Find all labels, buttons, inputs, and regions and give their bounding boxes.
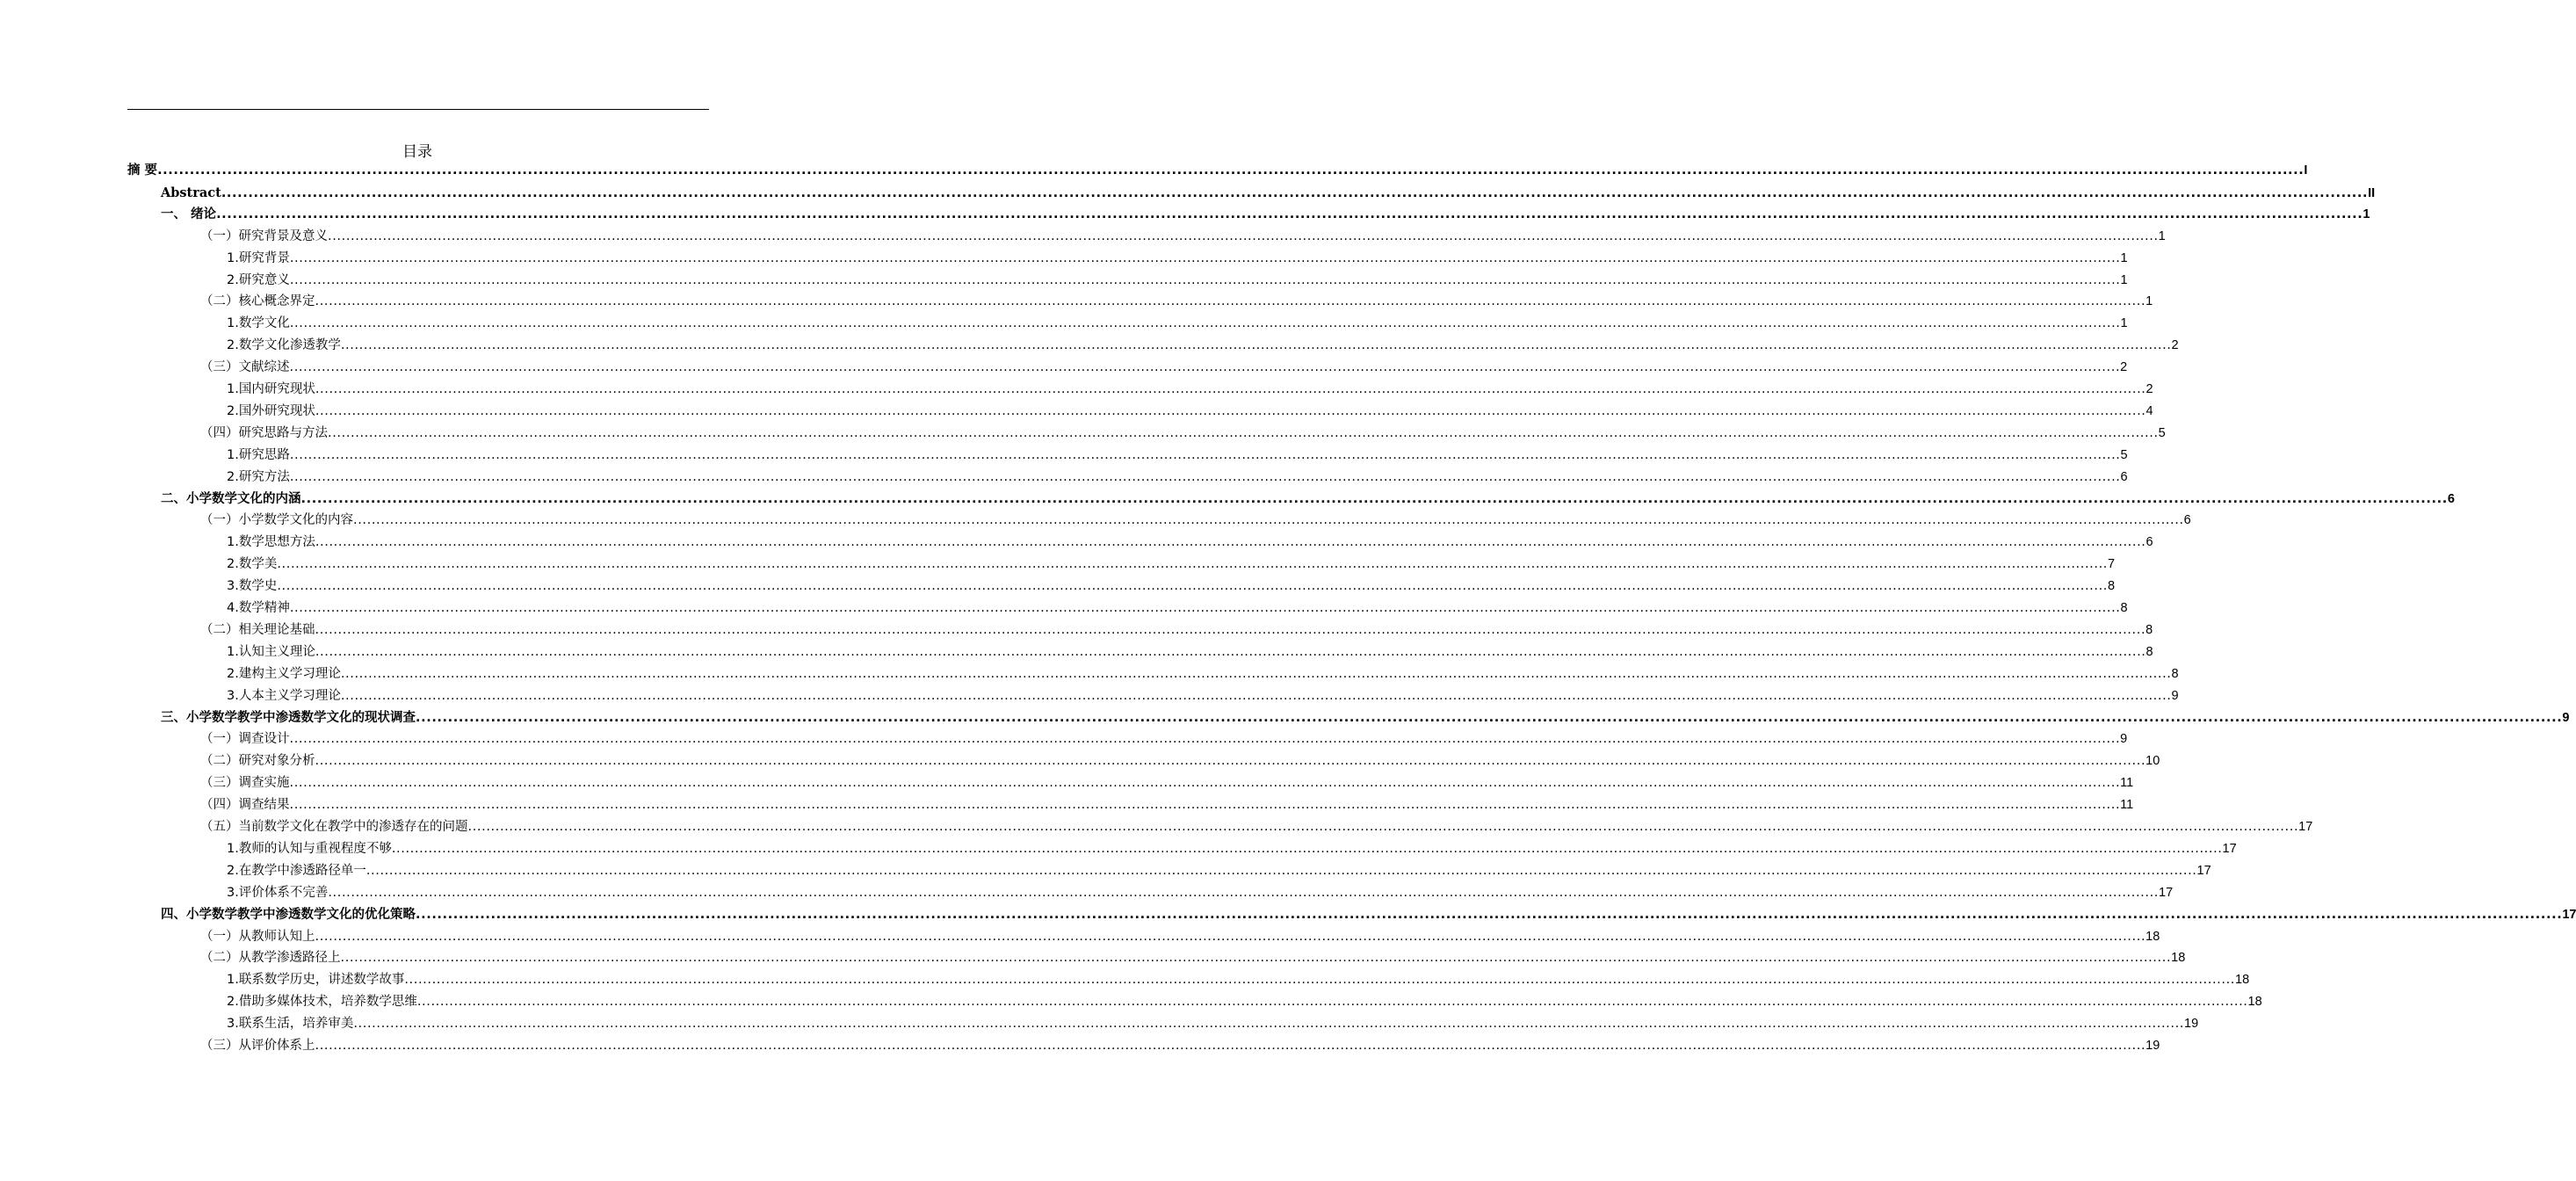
toc-entry-label: 2.数学文化渗透教学 — [227, 338, 341, 353]
toc-entry-label: 4.数学精神 — [227, 601, 290, 615]
toc-entry[interactable] — [161, 707, 2570, 729]
toc-leader-dots: ................................................................................................................................................................................................................................................................................................................................................................................................................ — [315, 535, 2146, 550]
toc-leader-dots: ................................................................................................................................................................................................................................................................................................................................................................................................................ — [315, 754, 2146, 769]
toc-leader-dots: ................................................................................................................................................................................................................................................................................................................................................................................................................ — [416, 710, 2563, 725]
toc-entry-page: 9 — [2171, 688, 2179, 703]
toc-entry-page: 18 — [2145, 929, 2160, 944]
toc-entry-label: 3.数学史 — [227, 579, 278, 594]
toc-entry-page: 5 — [2120, 447, 2128, 462]
toc-entry-page: 9 — [2562, 710, 2570, 725]
toc-entry-label: 1.研究思路 — [227, 447, 290, 462]
toc-entry[interactable] — [200, 357, 2128, 379]
toc-entry[interactable] — [227, 838, 2237, 860]
toc-leader-dots: ................................................................................................................................................................................................................................................................................................................................................................................................................ — [289, 601, 2121, 615]
toc-entry-label: 1.研究背景 — [227, 250, 290, 265]
toc-leader-dots: ................................................................................................................................................................................................................................................................................................................................................................................................................ — [340, 338, 2172, 353]
toc-leader-dots: ................................................................................................................................................................................................................................................................................................................................................................................................................ — [340, 688, 2172, 703]
toc-entry[interactable] — [227, 445, 2128, 467]
toc-entry[interactable] — [227, 685, 2179, 707]
toc-entry-label: （二）相关理论基础 — [200, 622, 315, 637]
toc-entry-page: 18 — [2235, 973, 2250, 988]
toc-leader-dots: ................................................................................................................................................................................................................................................................................................................................................................................................................ — [340, 666, 2172, 681]
toc-entry[interactable] — [227, 598, 2128, 619]
toc-leader-dots: ................................................................................................................................................................................................................................................................................................................................................................................................................ — [289, 447, 2121, 462]
toc-entry[interactable] — [200, 794, 2134, 816]
toc-leader-dots: ................................................................................................................................................................................................................................................................................................................................................................................................................ — [289, 360, 2121, 375]
toc-leader-dots: ................................................................................................................................................................................................................................................................................................................................................................................................................ — [391, 841, 2223, 856]
toc-entry-page: 17 — [2222, 841, 2237, 856]
toc-entry[interactable] — [127, 160, 2308, 182]
toc-entry[interactable] — [227, 248, 2128, 270]
toc-entry[interactable] — [227, 641, 2153, 663]
toc-leader-dots: ................................................................................................................................................................................................................................................................................................................................................................................................................ — [289, 250, 2121, 265]
toc-entry[interactable] — [227, 467, 2128, 489]
toc-leader-dots: ................................................................................................................................................................................................................................................................................................................................................................................................................ — [216, 206, 2363, 221]
toc-entry-page: 1 — [2145, 294, 2153, 309]
toc-leader-dots: ................................................................................................................................................................................................................................................................................................................................................................................................................ — [404, 973, 2235, 988]
toc-entry-page: 8 — [2145, 622, 2153, 637]
toc-leader-dots: ................................................................................................................................................................................................................................................................................................................................................................................................................ — [315, 294, 2146, 309]
toc-entry[interactable] — [161, 182, 2376, 204]
toc-entry-page: 1 — [2158, 228, 2166, 243]
toc-entry[interactable] — [200, 947, 2186, 969]
toc-entry-page: 5 — [2158, 425, 2166, 440]
toc-entry-page: 1 — [2120, 272, 2128, 287]
toc-entry-label: 1.认知主义理论 — [227, 644, 315, 659]
toc-entry-page: 11 — [2120, 776, 2134, 791]
toc-entry[interactable] — [227, 401, 2153, 423]
toc-title: 目录 — [402, 143, 432, 161]
toc-leader-dots: ................................................................................................................................................................................................................................................................................................................................................................................................................ — [416, 995, 2248, 1010]
toc-entry-label: 1.数学思想方法 — [227, 535, 315, 550]
toc-entry-label: 1.国内研究现状 — [227, 382, 315, 396]
toc-entry-page: 1 — [2120, 316, 2128, 331]
toc-entry[interactable] — [227, 532, 2153, 554]
toc-leader-dots: ................................................................................................................................................................................................................................................................................................................................................................................................................ — [289, 798, 2121, 813]
toc-entry-page: 2 — [2145, 382, 2153, 396]
toc-entry-page: II — [2368, 185, 2376, 200]
toc-entry-page: 2 — [2171, 338, 2179, 353]
toc-entry[interactable] — [227, 663, 2179, 685]
toc-leader-dots: ................................................................................................................................................................................................................................................................................................................................................................................................................ — [353, 1017, 2184, 1032]
toc-leader-dots: ................................................................................................................................................................................................................................................................................................................................................................................................................ — [289, 732, 2121, 747]
toc-entry-label: 1.联系数学历史，讲述数学故事 — [227, 973, 405, 988]
toc-entry-label: （四）研究思路与方法 — [200, 425, 328, 440]
toc-entry-page: 17 — [2562, 907, 2576, 922]
toc-entry-label: （四）调查结果 — [200, 798, 290, 813]
toc-entry-label: 2.借助多媒体技术，培养数学思维 — [227, 995, 417, 1010]
toc-entry-label: （二）研究对象分析 — [200, 754, 315, 769]
toc-leader-dots: ................................................................................................................................................................................................................................................................................................................................................................................................................ — [315, 644, 2146, 659]
toc-leader-dots: ................................................................................................................................................................................................................................................................................................................................................................................................................ — [289, 316, 2121, 331]
toc-entry-label: （三）文献综述 — [200, 360, 290, 375]
toc-entry-page: 10 — [2145, 754, 2160, 769]
toc-entry[interactable] — [200, 1035, 2160, 1057]
toc-entry-page: 6 — [2183, 513, 2191, 528]
toc-entry[interactable] — [200, 772, 2134, 794]
toc-entry[interactable] — [227, 882, 2174, 904]
toc-entry[interactable] — [227, 991, 2262, 1013]
toc-entry-label: （一）小学数学文化的内容 — [200, 513, 353, 528]
toc-leader-dots: ................................................................................................................................................................................................................................................................................................................................................................................................................ — [289, 776, 2121, 791]
toc-entry-page: 17 — [2159, 885, 2174, 900]
toc-entry-label: 2.国外研究现状 — [227, 403, 315, 418]
toc-entry-label: 摘 要 — [127, 163, 158, 178]
toc-entry-page: 18 — [2171, 951, 2186, 966]
toc-entry[interactable] — [227, 969, 2250, 991]
toc-entry-label: （三）从评价体系上 — [200, 1039, 315, 1053]
toc-entry-label: 3.评价体系不完善 — [227, 885, 329, 900]
toc-entry-label: 1.数学文化 — [227, 316, 290, 331]
toc-entry[interactable] — [200, 423, 2166, 445]
toc-leader-dots: ................................................................................................................................................................................................................................................................................................................................................................................................................ — [221, 185, 2369, 200]
toc-entry-page: 8 — [2108, 579, 2116, 594]
toc-entry[interactable] — [200, 619, 2153, 641]
toc-entry[interactable] — [161, 204, 2370, 226]
toc-entry-page: 6 — [2447, 491, 2455, 506]
toc-entry-page: 8 — [2145, 644, 2153, 659]
toc-leader-dots: ................................................................................................................................................................................................................................................................................................................................................................................................................ — [300, 491, 2448, 506]
toc-entry[interactable] — [227, 860, 2211, 882]
toc-entry[interactable] — [227, 379, 2153, 401]
toc-entry-label: （一）调查设计 — [200, 732, 290, 747]
toc-leader-dots: ................................................................................................................................................................................................................................................................................................................................................................................................................ — [467, 820, 2299, 834]
toc-entry[interactable] — [227, 270, 2128, 292]
toc-leader-dots: ................................................................................................................................................................................................................................................................................................................................................................................................................ — [289, 272, 2121, 287]
toc-entry-page: 18 — [2247, 995, 2262, 1010]
toc-entry-page: 19 — [2145, 1039, 2160, 1053]
toc-entry[interactable] — [200, 750, 2160, 772]
toc-leader-dots: ................................................................................................................................................................................................................................................................................................................................................................................................................ — [277, 579, 2108, 594]
toc-entry-page: 11 — [2120, 798, 2134, 813]
toc-leader-dots: ................................................................................................................................................................................................................................................................................................................................................................................................................ — [353, 513, 2184, 528]
toc-leader-dots: ................................................................................................................................................................................................................................................................................................................................................................................................................ — [328, 228, 2159, 243]
toc-entry[interactable] — [227, 313, 2128, 335]
toc-entry-page: 2 — [2120, 360, 2128, 375]
toc-entry-page: 7 — [2108, 557, 2116, 572]
toc-entry-page: 6 — [2120, 469, 2128, 484]
toc-entry-label: 1.教师的认知与重视程度不够 — [227, 841, 392, 856]
toc-entry-label: （一）研究背景及意义 — [200, 228, 328, 243]
toc-entry[interactable] — [227, 576, 2116, 598]
toc-entry-label: （二）从教学渗透路径上 — [200, 951, 341, 966]
toc-entry[interactable] — [161, 489, 2455, 511]
toc-entry-label: 2.建构主义学习理论 — [227, 666, 341, 681]
toc-leader-dots: ................................................................................................................................................................................................................................................................................................................................................................................................................ — [315, 382, 2146, 396]
toc-entry-label: 3.联系生活，培养审美 — [227, 1017, 354, 1032]
header-rule — [127, 109, 709, 110]
toc-leader-dots: ................................................................................................................................................................................................................................................................................................................................................................................................................ — [328, 885, 2159, 900]
toc-entry[interactable] — [200, 291, 2153, 313]
toc-leader-dots: ................................................................................................................................................................................................................................................................................................................................................................................................................ — [315, 622, 2146, 637]
toc-entry[interactable] — [200, 816, 2313, 838]
toc-entry-page: 1 — [2363, 206, 2370, 221]
toc-entry-label: 2.在教学中渗透路径单一 — [227, 863, 366, 878]
toc-leader-dots: ................................................................................................................................................................................................................................................................................................................................................................................................................ — [416, 907, 2563, 922]
toc-leader-dots: ................................................................................................................................................................................................................................................................................................................................................................................................................ — [277, 557, 2108, 572]
toc-entry[interactable] — [200, 926, 2160, 948]
toc-entry-label: 3.人本主义学习理论 — [227, 688, 341, 703]
toc-entry-page: 9 — [2120, 732, 2128, 747]
toc-entry-label: 一、 绪论 — [161, 206, 217, 221]
toc-leader-dots: ................................................................................................................................................................................................................................................................................................................................................................................................................ — [365, 863, 2197, 878]
toc-entry-page: I — [2304, 163, 2308, 178]
toc-entry-page: 6 — [2145, 535, 2153, 550]
toc-entry-label: 四、小学数学教学中渗透数学文化的优化策略 — [161, 907, 416, 922]
toc-entry-page: 19 — [2184, 1017, 2199, 1032]
toc-entry-page: 17 — [2298, 820, 2313, 834]
toc-entry[interactable] — [161, 904, 2576, 926]
toc-entry[interactable] — [227, 1013, 2199, 1035]
toc-entry-label: 三、小学数学教学中渗透数学文化的现状调查 — [161, 710, 416, 725]
toc-leader-dots: ................................................................................................................................................................................................................................................................................................................................................................................................................ — [328, 425, 2159, 440]
toc-entry-label: （五）当前数学文化在教学中的渗透存在的问题 — [200, 820, 468, 834]
toc-entry-label: 2.研究方法 — [227, 469, 290, 484]
toc-entry[interactable] — [200, 226, 2166, 248]
toc-entry-page: 8 — [2120, 601, 2128, 615]
toc-leader-dots: ................................................................................................................................................................................................................................................................................................................................................................................................................ — [289, 469, 2121, 484]
toc-entry-label: 2.数学美 — [227, 557, 278, 572]
toc-entry[interactable] — [200, 728, 2128, 750]
toc-leader-dots: ................................................................................................................................................................................................................................................................................................................................................................................................................ — [315, 403, 2146, 418]
toc-entry[interactable] — [227, 335, 2179, 357]
toc-entry-label: （一）从教师认知上 — [200, 929, 315, 944]
toc-entry-page: 17 — [2196, 863, 2211, 878]
toc-entry-label: （三）调查实施 — [200, 776, 290, 791]
toc-entry-label: 2.研究意义 — [227, 272, 290, 287]
toc-leader-dots: ................................................................................................................................................................................................................................................................................................................................................................................................................ — [315, 929, 2146, 944]
toc-entry[interactable] — [227, 554, 2116, 576]
toc-leader-dots: ................................................................................................................................................................................................................................................................................................................................................................................................................ — [157, 163, 2305, 178]
toc-leader-dots: ................................................................................................................................................................................................................................................................................................................................................................................................................ — [340, 951, 2172, 966]
toc-entry-page: 8 — [2171, 666, 2179, 681]
toc-entry-label: Abstract — [161, 185, 221, 200]
toc-entry-label: （二）核心概念界定 — [200, 294, 315, 309]
toc-entry-label: 二、小学数学文化的内涵 — [161, 491, 301, 506]
toc-leader-dots: ................................................................................................................................................................................................................................................................................................................................................................................................................ — [315, 1039, 2146, 1053]
toc-entry-page: 4 — [2145, 403, 2153, 418]
toc-entry-page: 1 — [2120, 250, 2128, 265]
toc-entry[interactable] — [200, 510, 2191, 532]
